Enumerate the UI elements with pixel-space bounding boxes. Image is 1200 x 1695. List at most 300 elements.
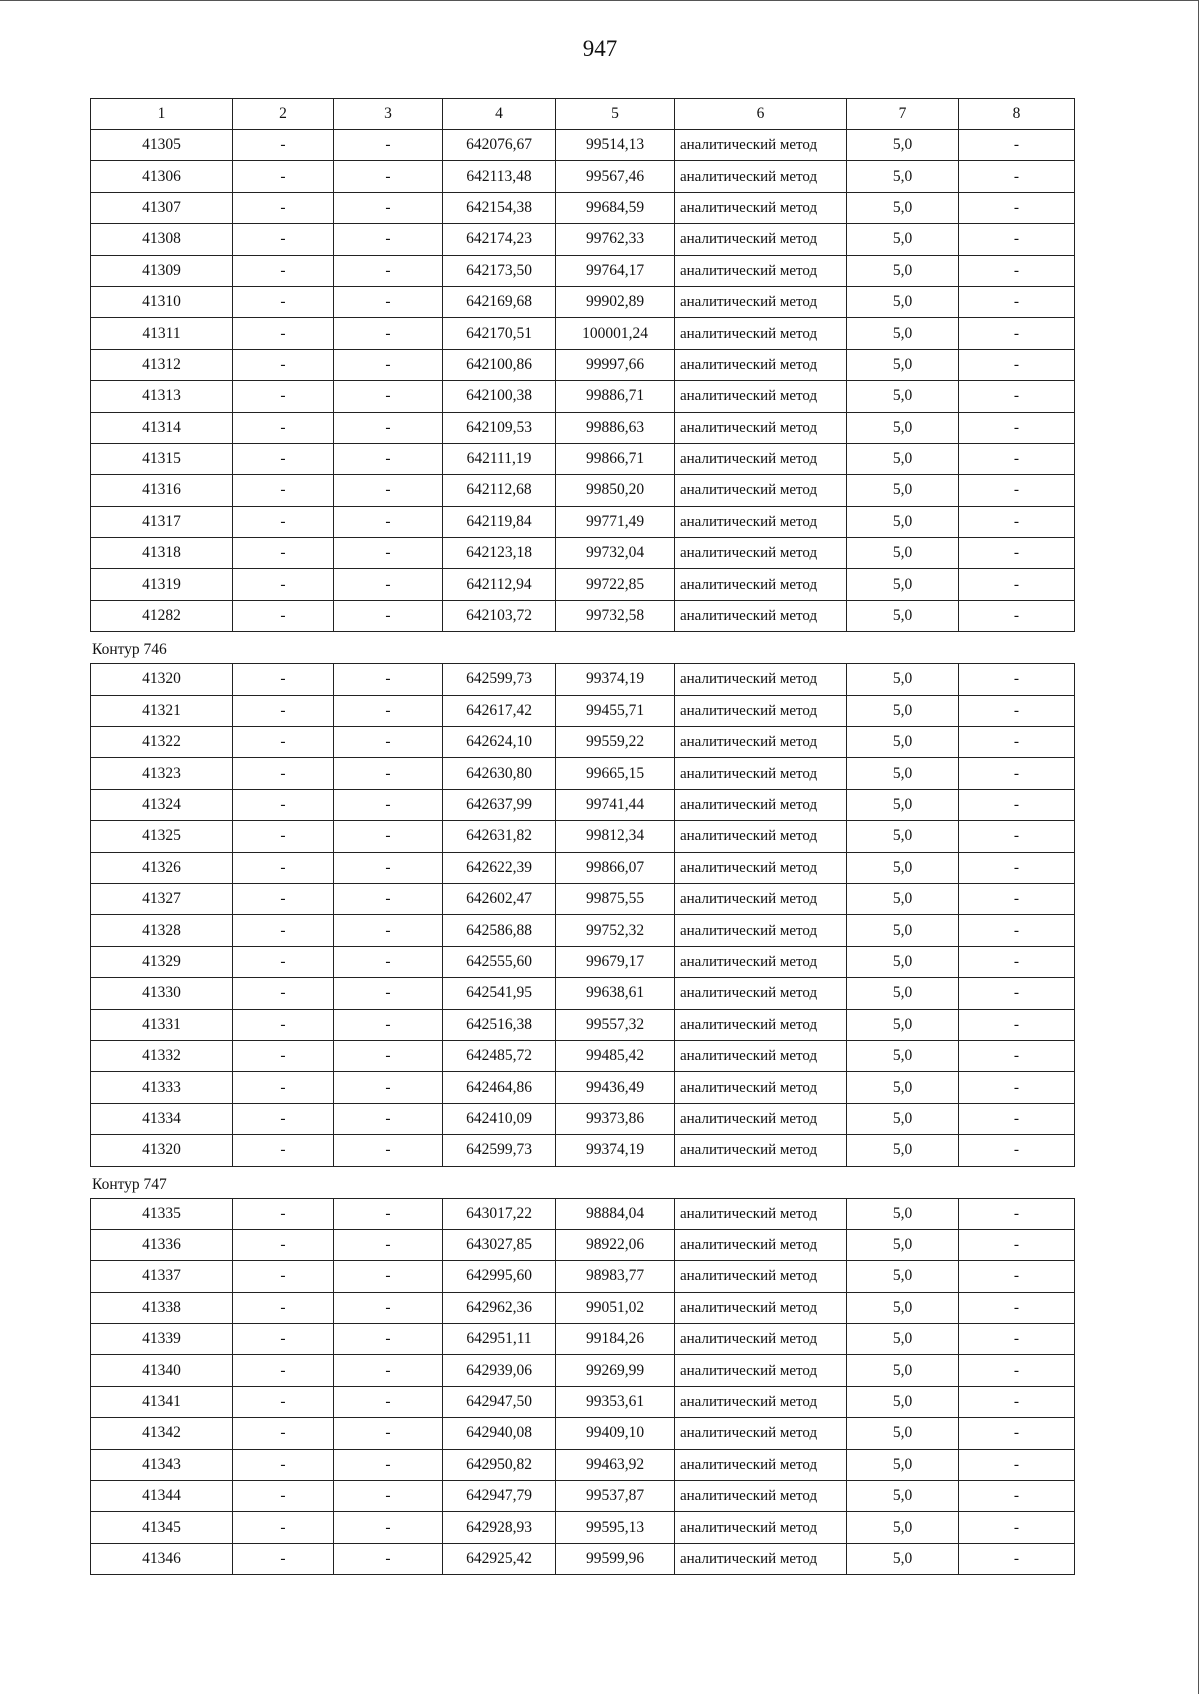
table-cell-col-8: - [959, 538, 1075, 569]
table-cell-col-7: 5,0 [847, 1543, 959, 1574]
table-cell-col-7: 5,0 [847, 1449, 959, 1480]
table-cell-col-6: аналитический метод [675, 915, 847, 946]
table-cell-col-6: аналитический метод [675, 130, 847, 161]
table-cell-col-7: 5,0 [847, 161, 959, 192]
table-cell-col-8: - [959, 664, 1075, 695]
column-header: 2 [233, 99, 334, 130]
table-cell-col-7: 5,0 [847, 1198, 959, 1229]
table-cell-col-2: - [233, 443, 334, 474]
table-cell-col-7: 5,0 [847, 286, 959, 317]
table-cell-col-5: 98884,04 [556, 1198, 675, 1229]
contour-label: Контур 747 [92, 1175, 167, 1193]
table-cell-col-5: 99463,92 [556, 1449, 675, 1480]
table-cell-col-3: - [334, 192, 443, 223]
table-cell-col-6: аналитический метод [675, 1040, 847, 1071]
table-cell-col-2: - [233, 915, 334, 946]
table-cell-col-2: - [233, 224, 334, 255]
table-row [91, 569, 1075, 600]
table-cell-col-3: - [334, 349, 443, 380]
column-header: 7 [847, 99, 959, 130]
table-cell-col-7: 5,0 [847, 852, 959, 883]
table-row [91, 349, 1075, 380]
table-cell-col-1: 41318 [91, 538, 233, 569]
table-cell-col-4: 642947,50 [443, 1386, 556, 1417]
table-cell-col-8: - [959, 161, 1075, 192]
table-cell-col-4: 642111,19 [443, 443, 556, 474]
table-cell-col-6: аналитический метод [675, 538, 847, 569]
table-cell-col-3: - [334, 1512, 443, 1543]
table-cell-col-6: аналитический метод [675, 852, 847, 883]
table-cell-col-7: 5,0 [847, 1009, 959, 1040]
table-cell-col-4: 642174,23 [443, 224, 556, 255]
table-row [91, 915, 1075, 946]
table-cell-col-5: 99184,26 [556, 1324, 675, 1355]
table-cell-col-1: 41325 [91, 821, 233, 852]
table-cell-col-1: 41320 [91, 664, 233, 695]
table-cell-col-2: - [233, 1198, 334, 1229]
table-cell-col-5: 99866,71 [556, 443, 675, 474]
table-cell-col-3: - [334, 475, 443, 506]
table-cell-col-8: - [959, 1009, 1075, 1040]
column-header: 1 [91, 99, 233, 130]
table-cell-col-4: 642541,95 [443, 978, 556, 1009]
table-cell-col-4: 642995,60 [443, 1261, 556, 1292]
table-cell-col-7: 5,0 [847, 915, 959, 946]
table-cell-col-1: 41282 [91, 600, 233, 631]
table-cell-col-8: - [959, 1135, 1075, 1166]
table-cell-col-2: - [233, 1512, 334, 1543]
table-row [91, 664, 1075, 695]
table-cell-col-1: 41332 [91, 1040, 233, 1071]
table-cell-col-8: - [959, 1072, 1075, 1103]
table-row [91, 978, 1075, 1009]
table-cell-col-1: 41313 [91, 381, 233, 412]
table-cell-col-5: 99409,10 [556, 1418, 675, 1449]
table-cell-col-6: аналитический метод [675, 161, 847, 192]
table-cell-col-5: 99353,61 [556, 1386, 675, 1417]
table-cell-col-4: 642622,39 [443, 852, 556, 883]
table-cell-col-1: 41308 [91, 224, 233, 255]
table-cell-col-5: 99374,19 [556, 1135, 675, 1166]
table-cell-col-1: 41343 [91, 1449, 233, 1480]
table-cell-col-1: 41306 [91, 161, 233, 192]
table-cell-col-6: аналитический метод [675, 1103, 847, 1134]
table-cell-col-4: 642173,50 [443, 255, 556, 286]
table-cell-col-4: 642637,99 [443, 789, 556, 820]
table-cell-col-7: 5,0 [847, 255, 959, 286]
table-row [91, 1386, 1075, 1417]
table-cell-col-1: 41319 [91, 569, 233, 600]
table-cell-col-1: 41337 [91, 1261, 233, 1292]
table-row [91, 1261, 1075, 1292]
table-cell-col-7: 5,0 [847, 1103, 959, 1134]
table-cell-col-2: - [233, 1009, 334, 1040]
table-cell-col-6: аналитический метод [675, 664, 847, 695]
table-cell-col-6: аналитический метод [675, 1198, 847, 1229]
table-cell-col-7: 5,0 [847, 664, 959, 695]
table-cell-col-7: 5,0 [847, 946, 959, 977]
table-cell-col-1: 41336 [91, 1229, 233, 1260]
table-cell-col-4: 642123,18 [443, 538, 556, 569]
table-cell-col-4: 642076,67 [443, 130, 556, 161]
table-cell-col-3: - [334, 286, 443, 317]
table-cell-col-5: 99886,63 [556, 412, 675, 443]
table-cell-col-1: 41316 [91, 475, 233, 506]
table-cell-col-3: - [334, 161, 443, 192]
table-row [91, 852, 1075, 883]
table-cell-col-2: - [233, 821, 334, 852]
table-cell-col-5: 99665,15 [556, 758, 675, 789]
table-cell-col-4: 643027,85 [443, 1229, 556, 1260]
table-cell-col-6: аналитический метод [675, 412, 847, 443]
table-cell-col-7: 5,0 [847, 538, 959, 569]
table-cell-col-7: 5,0 [847, 600, 959, 631]
table-cell-col-3: - [334, 821, 443, 852]
table-row [91, 883, 1075, 914]
table-cell-col-4: 642516,38 [443, 1009, 556, 1040]
table-cell-col-7: 5,0 [847, 318, 959, 349]
table-cell-col-7: 5,0 [847, 1386, 959, 1417]
table-cell-col-2: - [233, 600, 334, 631]
table-row [91, 1512, 1075, 1543]
table-cell-col-3: - [334, 1103, 443, 1134]
table-cell-col-5: 99875,55 [556, 883, 675, 914]
table-cell-col-2: - [233, 255, 334, 286]
table-cell-col-4: 642940,08 [443, 1418, 556, 1449]
table-cell-col-8: - [959, 1261, 1075, 1292]
table-cell-col-3: - [334, 695, 443, 726]
table-row [91, 1103, 1075, 1134]
table-cell-col-8: - [959, 1103, 1075, 1134]
table-cell-col-6: аналитический метод [675, 1072, 847, 1103]
table-cell-col-1: 41314 [91, 412, 233, 443]
table-cell-col-8: - [959, 883, 1075, 914]
table-cell-col-4: 642464,86 [443, 1072, 556, 1103]
table-cell-col-3: - [334, 1543, 443, 1574]
table-cell-col-7: 5,0 [847, 569, 959, 600]
table-cell-col-1: 41312 [91, 349, 233, 380]
table-cell-col-7: 5,0 [847, 1355, 959, 1386]
table-row [91, 1543, 1075, 1574]
table-cell-col-3: - [334, 538, 443, 569]
table-cell-col-8: - [959, 318, 1075, 349]
table-cell-col-6: аналитический метод [675, 821, 847, 852]
table-cell-col-4: 642947,79 [443, 1481, 556, 1512]
table-cell-col-6: аналитический метод [675, 286, 847, 317]
table-cell-col-4: 642630,80 [443, 758, 556, 789]
table-cell-col-5: 99752,32 [556, 915, 675, 946]
table-cell-col-6: аналитический метод [675, 255, 847, 286]
table-cell-col-2: - [233, 758, 334, 789]
table-cell-col-2: - [233, 1072, 334, 1103]
table-cell-col-5: 99567,46 [556, 161, 675, 192]
table-cell-col-2: - [233, 1481, 334, 1512]
table-cell-col-3: - [334, 664, 443, 695]
table-cell-col-3: - [334, 224, 443, 255]
table-row [91, 1324, 1075, 1355]
column-header: 5 [556, 99, 675, 130]
table-cell-col-5: 99595,13 [556, 1512, 675, 1543]
table-cell-col-6: аналитический метод [675, 381, 847, 412]
table-cell-col-6: аналитический метод [675, 1386, 847, 1417]
table-cell-col-2: - [233, 727, 334, 758]
table-cell-col-4: 642112,94 [443, 569, 556, 600]
table-cell-col-3: - [334, 381, 443, 412]
table-cell-col-4: 642100,86 [443, 349, 556, 380]
table-cell-col-8: - [959, 1229, 1075, 1260]
table-cell-col-8: - [959, 1355, 1075, 1386]
table-cell-col-5: 99051,02 [556, 1292, 675, 1323]
table-cell-col-7: 5,0 [847, 506, 959, 537]
table-cell-col-5: 99997,66 [556, 349, 675, 380]
table-cell-col-5: 99638,61 [556, 978, 675, 1009]
table-cell-col-4: 642113,48 [443, 161, 556, 192]
table-cell-col-4: 642112,68 [443, 475, 556, 506]
table-cell-col-1: 41341 [91, 1386, 233, 1417]
table-cell-col-8: - [959, 569, 1075, 600]
table-cell-col-3: - [334, 1324, 443, 1355]
table-row [91, 695, 1075, 726]
table-cell-col-1: 41322 [91, 727, 233, 758]
table-cell-col-5: 99374,19 [556, 664, 675, 695]
table-cell-col-1: 41333 [91, 1072, 233, 1103]
table-cell-col-8: - [959, 255, 1075, 286]
table-cell-col-6: аналитический метод [675, 475, 847, 506]
table-cell-col-2: - [233, 1355, 334, 1386]
table-cell-col-5: 99679,17 [556, 946, 675, 977]
table-row [91, 1292, 1075, 1323]
table-row [91, 381, 1075, 412]
table-cell-col-2: - [233, 286, 334, 317]
table-cell-col-1: 41339 [91, 1324, 233, 1355]
table-cell-col-2: - [233, 1040, 334, 1071]
table-cell-col-8: - [959, 1481, 1075, 1512]
table-cell-col-6: аналитический метод [675, 1355, 847, 1386]
table-cell-col-7: 5,0 [847, 130, 959, 161]
table-cell-col-8: - [959, 506, 1075, 537]
table-cell-col-8: - [959, 1449, 1075, 1480]
table-cell-col-7: 5,0 [847, 412, 959, 443]
table-cell-col-1: 41326 [91, 852, 233, 883]
table-cell-col-6: аналитический метод [675, 695, 847, 726]
table-cell-col-3: - [334, 1229, 443, 1260]
table-cell-col-6: аналитический метод [675, 1481, 847, 1512]
table-cell-col-7: 5,0 [847, 727, 959, 758]
table-cell-col-8: - [959, 1040, 1075, 1071]
table-cell-col-2: - [233, 569, 334, 600]
coordinates-table-section-1 [90, 663, 1075, 1166]
table-cell-col-3: - [334, 789, 443, 820]
table-cell-col-6: аналитический метод [675, 978, 847, 1009]
table-cell-col-4: 642631,82 [443, 821, 556, 852]
table-cell-col-3: - [334, 727, 443, 758]
table-row [91, 1418, 1075, 1449]
table-cell-col-7: 5,0 [847, 1481, 959, 1512]
table-cell-col-5: 99771,49 [556, 506, 675, 537]
table-cell-col-2: - [233, 789, 334, 820]
table-cell-col-1: 41334 [91, 1103, 233, 1134]
table-cell-col-8: - [959, 1198, 1075, 1229]
coordinates-table-area [90, 98, 1074, 1575]
table-cell-col-6: аналитический метод [675, 569, 847, 600]
table-row [91, 727, 1075, 758]
table-cell-col-1: 41324 [91, 789, 233, 820]
table-cell-col-3: - [334, 915, 443, 946]
table-cell-col-5: 99741,44 [556, 789, 675, 820]
table-row [91, 412, 1075, 443]
coordinates-table-section-0 [90, 98, 1075, 632]
column-header: 6 [675, 99, 847, 130]
table-cell-col-3: - [334, 946, 443, 977]
table-cell-col-4: 642119,84 [443, 506, 556, 537]
table-cell-col-8: - [959, 1292, 1075, 1323]
table-cell-col-7: 5,0 [847, 695, 959, 726]
table-cell-col-8: - [959, 349, 1075, 380]
table-cell-col-2: - [233, 506, 334, 537]
table-cell-col-3: - [334, 443, 443, 474]
table-cell-col-2: - [233, 475, 334, 506]
table-cell-col-6: аналитический метод [675, 1512, 847, 1543]
table-cell-col-8: - [959, 475, 1075, 506]
table-cell-col-2: - [233, 1543, 334, 1574]
table-cell-col-6: аналитический метод [675, 318, 847, 349]
table-row [91, 1229, 1075, 1260]
page-number: 947 [582, 36, 618, 61]
table-row [91, 318, 1075, 349]
table-cell-col-8: - [959, 915, 1075, 946]
table-cell-col-4: 642599,73 [443, 1135, 556, 1166]
table-row [91, 821, 1075, 852]
table-cell-col-6: аналитический метод [675, 1229, 847, 1260]
table-cell-col-4: 642951,11 [443, 1324, 556, 1355]
table-cell-col-2: - [233, 1386, 334, 1417]
table-cell-col-2: - [233, 538, 334, 569]
table-cell-col-7: 5,0 [847, 1292, 959, 1323]
table-cell-col-3: - [334, 506, 443, 537]
table-cell-col-2: - [233, 161, 334, 192]
table-cell-col-7: 5,0 [847, 1040, 959, 1071]
table-cell-col-3: - [334, 255, 443, 286]
table-cell-col-4: 642586,88 [443, 915, 556, 946]
table-cell-col-6: аналитический метод [675, 600, 847, 631]
table-cell-col-6: аналитический метод [675, 1324, 847, 1355]
table-row [91, 789, 1075, 820]
table-cell-col-1: 41320 [91, 1135, 233, 1166]
table-cell-col-8: - [959, 1418, 1075, 1449]
table-cell-col-5: 99514,13 [556, 130, 675, 161]
table-cell-col-5: 99732,04 [556, 538, 675, 569]
table-cell-col-2: - [233, 1135, 334, 1166]
table-cell-col-8: - [959, 1543, 1075, 1574]
table-cell-col-5: 99732,58 [556, 600, 675, 631]
table-cell-col-1: 41340 [91, 1355, 233, 1386]
table-cell-col-7: 5,0 [847, 381, 959, 412]
table-cell-col-5: 98983,77 [556, 1261, 675, 1292]
table-cell-col-1: 41307 [91, 192, 233, 223]
table-cell-col-2: - [233, 381, 334, 412]
table-cell-col-8: - [959, 1386, 1075, 1417]
table-cell-col-6: аналитический метод [675, 1292, 847, 1323]
table-cell-col-1: 41315 [91, 443, 233, 474]
table-cell-col-4: 642103,72 [443, 600, 556, 631]
table-cell-col-1: 41342 [91, 1418, 233, 1449]
table-row [91, 1072, 1075, 1103]
table-cell-col-2: - [233, 1261, 334, 1292]
table-cell-col-4: 642950,82 [443, 1449, 556, 1480]
table-cell-col-3: - [334, 1355, 443, 1386]
table-cell-col-6: аналитический метод [675, 1261, 847, 1292]
table-cell-col-1: 41346 [91, 1543, 233, 1574]
table-cell-col-5: 99866,07 [556, 852, 675, 883]
table-cell-col-4: 642599,73 [443, 664, 556, 695]
table-cell-col-6: аналитический метод [675, 883, 847, 914]
table-cell-col-5: 99902,89 [556, 286, 675, 317]
table-cell-col-4: 642925,42 [443, 1543, 556, 1574]
table-cell-col-1: 41309 [91, 255, 233, 286]
table-cell-col-8: - [959, 224, 1075, 255]
table-cell-col-2: - [233, 349, 334, 380]
table-cell-col-3: - [334, 600, 443, 631]
table-cell-col-1: 41310 [91, 286, 233, 317]
table-cell-col-5: 99722,85 [556, 569, 675, 600]
table-cell-col-3: - [334, 1449, 443, 1480]
table-cell-col-6: аналитический метод [675, 1543, 847, 1574]
table-cell-col-1: 41328 [91, 915, 233, 946]
table-cell-col-3: - [334, 1072, 443, 1103]
table-cell-col-4: 642100,38 [443, 381, 556, 412]
table-cell-col-7: 5,0 [847, 758, 959, 789]
table-row [91, 255, 1075, 286]
table-cell-col-3: - [334, 883, 443, 914]
table-cell-col-7: 5,0 [847, 789, 959, 820]
table-cell-col-7: 5,0 [847, 1512, 959, 1543]
table-cell-col-6: аналитический метод [675, 506, 847, 537]
table-cell-col-5: 99485,42 [556, 1040, 675, 1071]
table-cell-col-8: - [959, 789, 1075, 820]
table-row [91, 946, 1075, 977]
header-row [91, 99, 1075, 130]
table-cell-col-4: 642170,51 [443, 318, 556, 349]
table-cell-col-6: аналитический метод [675, 192, 847, 223]
table-cell-col-6: аналитический метод [675, 1009, 847, 1040]
table-cell-col-7: 5,0 [847, 349, 959, 380]
contour-label: Контур 746 [92, 641, 167, 659]
table-cell-col-8: - [959, 286, 1075, 317]
table-row [91, 475, 1075, 506]
table-cell-col-3: - [334, 1135, 443, 1166]
table-cell-col-2: - [233, 1292, 334, 1323]
table-cell-col-7: 5,0 [847, 1072, 959, 1103]
table-row [91, 506, 1075, 537]
coordinates-table-section-2 [90, 1198, 1075, 1576]
table-cell-col-8: - [959, 1512, 1075, 1543]
table-cell-col-5: 99850,20 [556, 475, 675, 506]
table-cell-col-6: аналитический метод [675, 1449, 847, 1480]
table-cell-col-4: 642939,06 [443, 1355, 556, 1386]
table-cell-col-2: - [233, 1449, 334, 1480]
table-cell-col-5: 99764,17 [556, 255, 675, 286]
table-cell-col-7: 5,0 [847, 443, 959, 474]
table-cell-col-6: аналитический метод [675, 1135, 847, 1166]
column-header: 3 [334, 99, 443, 130]
table-cell-col-7: 5,0 [847, 821, 959, 852]
table-cell-col-3: - [334, 1040, 443, 1071]
table-cell-col-6: аналитический метод [675, 727, 847, 758]
table-cell-col-6: аналитический метод [675, 789, 847, 820]
table-cell-col-8: - [959, 381, 1075, 412]
table-cell-col-7: 5,0 [847, 883, 959, 914]
table-row [91, 1355, 1075, 1386]
